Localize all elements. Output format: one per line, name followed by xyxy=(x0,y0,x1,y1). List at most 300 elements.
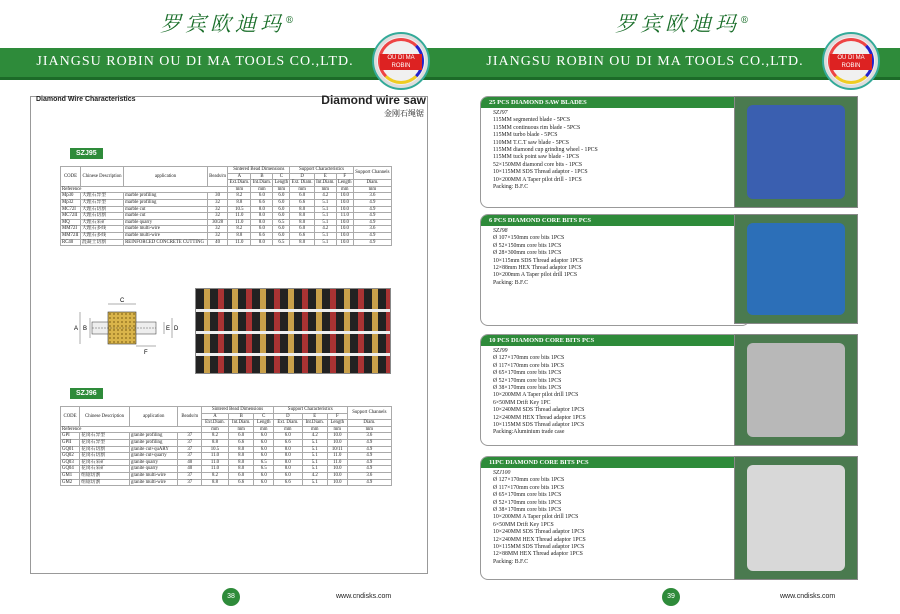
th-chinese: Chinese Description xyxy=(81,167,124,187)
table-cell: 32 xyxy=(207,226,227,233)
box-line: Ø 52×170mm core bits 1PCS xyxy=(493,377,562,384)
table-cell: 大理石采矿 xyxy=(81,219,124,226)
table-cell: 8.0 xyxy=(228,446,253,453)
box-line: Ø 117×170mm core bits 1PCS xyxy=(493,362,565,369)
th-int: Int.Diam. xyxy=(228,420,253,427)
table-cell: 8.0 xyxy=(274,446,302,453)
table-cell: 6.0 xyxy=(228,433,253,440)
table-cell: 8.0 xyxy=(251,206,273,213)
box-line: 10×115MM SDS Thread adaptor 1PCS xyxy=(493,544,585,551)
table-cell: 4.2 xyxy=(314,193,336,200)
table-cell: marble multi-wire xyxy=(124,226,208,233)
table-cell: 40 xyxy=(178,459,202,466)
box-line: 10×200MM A Taper pilot drill 1PCS xyxy=(493,514,579,521)
table-cell: 3.6 xyxy=(353,193,391,200)
logo-text: OU DI MA ROBIN xyxy=(380,54,422,70)
th-length: Length xyxy=(274,180,289,186)
table-row xyxy=(61,446,392,453)
table-cell: 32 xyxy=(207,199,227,206)
table-cell: 花岗石异型 xyxy=(80,433,130,440)
ref-badge-szj96: SZJ96 xyxy=(70,388,103,399)
th-length2: Length xyxy=(337,180,352,186)
table-row xyxy=(61,453,392,460)
table-cell: marble multi-wire xyxy=(124,232,208,239)
table-cell: 3.6 xyxy=(347,433,391,440)
th-code: CODE xyxy=(61,407,80,427)
box-line: 52×150MM diamond core bits - 1PCS xyxy=(493,161,583,168)
th-support: Support Characteristics xyxy=(290,167,353,174)
table-cell: 6.6 xyxy=(228,439,253,446)
product-box-szj100 xyxy=(480,456,750,580)
th-a: A xyxy=(201,413,228,420)
th-ext2: Ext. Diam. xyxy=(291,180,313,186)
table-cell: 40 xyxy=(178,466,202,473)
spec-table-szj95 xyxy=(60,166,392,246)
table-cell: 11.0 xyxy=(327,453,347,460)
box-line: 10×115MM SDS Thread adaptor - 1PCS xyxy=(493,169,588,176)
table-cell: 花岗石采矿 xyxy=(80,459,130,466)
th-b: B xyxy=(228,413,253,420)
table-row xyxy=(61,219,392,226)
table-cell: 11.0 xyxy=(336,213,353,220)
table-row xyxy=(61,239,392,246)
table-cell: 5.1 xyxy=(302,479,327,486)
table-cell: 8.0 xyxy=(274,459,302,466)
table-cell: 37 xyxy=(178,479,202,486)
box-line: Packing: B.F.C xyxy=(493,558,529,565)
table-cell: 11.0 xyxy=(201,459,228,466)
table-cell: 4.9 xyxy=(347,453,391,460)
table-cell: 大理石切割 xyxy=(81,206,124,213)
table-cell: 10.0 xyxy=(336,219,353,226)
th-mm: mm xyxy=(228,186,251,193)
box-line: Ø 52×170mm core bits 1PCS xyxy=(493,499,562,506)
table-cell: MC72I xyxy=(61,206,81,213)
page-number: 39 xyxy=(662,588,680,606)
table-cell: 花岗石切割 xyxy=(80,453,130,460)
box-line: 6×50MM Drift Key 1PCS xyxy=(493,521,554,528)
th-reference: Reference xyxy=(61,186,228,193)
table-cell: Mp30 xyxy=(61,193,81,200)
table-row xyxy=(61,232,392,239)
table-row xyxy=(61,226,392,233)
table-cell: 4.9 xyxy=(347,459,391,466)
table-cell: 4.9 xyxy=(353,213,391,220)
table-cell: 4.9 xyxy=(347,466,391,473)
th-support: Support Characteristics xyxy=(274,407,348,414)
page-subtitle-cn: 金刚石绳锯 xyxy=(384,109,424,118)
table-cell: 8.2 xyxy=(201,433,228,440)
th-diam: Diam. xyxy=(347,420,391,427)
product-box-szj98 xyxy=(480,214,750,326)
box-line: 10×200MM A Taper pilot drill - 1PCS xyxy=(493,176,582,183)
th-mm: mm xyxy=(314,186,336,193)
table-cell: 4.2 xyxy=(302,472,327,479)
table-cell: 6.0 xyxy=(290,193,315,200)
table-row xyxy=(61,472,392,479)
table-cell: 6.0 xyxy=(273,232,290,239)
table-cell: marble profiling xyxy=(124,193,208,200)
table-row xyxy=(61,193,392,200)
table-cell: 3.6 xyxy=(347,472,391,479)
table-cell: 32 xyxy=(207,213,227,220)
table-cell: 6.6 xyxy=(290,232,315,239)
table-cell: granite quarry xyxy=(130,466,178,473)
box-code: SZJ97 xyxy=(493,110,508,116)
box-line: Packing: B.F.C xyxy=(493,279,529,286)
box-line: Ø 28×300mm core bits 1PCS xyxy=(493,250,562,257)
page-title: Diamond wire saw xyxy=(321,93,426,107)
th-mm: mm xyxy=(273,186,290,193)
table-row xyxy=(61,459,392,466)
table-cell: 6.0 xyxy=(254,472,274,479)
th-int2: Int.Diam. xyxy=(316,180,335,186)
table-cell: granite quarry xyxy=(130,459,178,466)
table-cell: 大理石多线 xyxy=(81,232,124,239)
table-cell: 大理石多线 xyxy=(81,226,124,233)
th-mm: mm xyxy=(302,426,327,433)
table-cell: 花岗石异型 xyxy=(80,439,130,446)
th-mm: mm xyxy=(290,186,315,193)
table-row xyxy=(61,433,392,440)
table-cell: 10/11 xyxy=(327,446,347,453)
table-cell: 40 xyxy=(207,239,227,246)
table-cell: 10.5 xyxy=(228,206,251,213)
table-cell: GQ02 xyxy=(61,453,80,460)
table-cell: 5.1 xyxy=(302,466,327,473)
table-cell: 4.2 xyxy=(302,433,327,440)
box-line: 115MM segmented blade - 5PCS xyxy=(493,117,571,124)
table-cell: granite multi-wire xyxy=(130,479,178,486)
table-cell: 4.9 xyxy=(347,479,391,486)
product-photo-szj97 xyxy=(734,96,858,208)
company-logo xyxy=(372,32,430,90)
th-support_channels: Support Channels xyxy=(353,167,391,180)
box-line: 10×240MM SDS Thread adaptor 1PCS xyxy=(493,529,585,536)
table-cell: 6.0 xyxy=(274,433,302,440)
th-mm: mm xyxy=(274,426,302,433)
table-cell: 11.0 xyxy=(228,239,251,246)
product-box-szj97 xyxy=(480,96,750,208)
table-cell: Mp32 xyxy=(61,199,81,206)
table-cell: 10.0 xyxy=(327,433,347,440)
product-photo-szj100 xyxy=(734,456,858,580)
th-f: F xyxy=(327,413,347,420)
table-cell: MC72II xyxy=(61,213,81,220)
table-cell: 组锯切割 xyxy=(80,479,130,486)
footer-url[interactable]: www.cndisks.com xyxy=(780,593,836,600)
table-cell: 6.0 xyxy=(254,433,274,440)
table-cell: 6.0 xyxy=(273,226,290,233)
table-cell: 11.0 xyxy=(201,466,228,473)
table-cell: 6.0 xyxy=(228,472,253,479)
table-cell: 8.2 xyxy=(228,193,251,200)
label-a: A xyxy=(74,326,79,332)
table-cell: RC40 xyxy=(61,239,81,246)
section-title: Diamond Wire Characteristics xyxy=(36,96,136,103)
th-ext: Ext.Diam. xyxy=(229,180,250,186)
table-cell: 8.2 xyxy=(201,472,228,479)
table-cell: 6.6 xyxy=(274,479,302,486)
box-title: 10 PCS DIAMOND CORE BITS PCS xyxy=(481,335,749,346)
table-cell: 6.0 xyxy=(273,213,290,220)
table-cell: 8.0 xyxy=(228,459,253,466)
box-line: Ø 65×170mm core bits 1PCS xyxy=(493,492,562,499)
table-cell: 10.0 xyxy=(327,472,347,479)
table-cell: 6.5 xyxy=(273,219,290,226)
table-cell: 30/28 xyxy=(207,219,227,226)
table-cell: 6.6 xyxy=(251,232,273,239)
table-cell: 4.9 xyxy=(347,446,391,453)
table-cell: 8.0 xyxy=(228,453,253,460)
table-cell: 8.0 xyxy=(290,239,315,246)
table-cell: 5.1 xyxy=(314,206,336,213)
box-code: SZJ100 xyxy=(493,470,511,476)
box-line: 12×240MM HEX Thread adaptor 1PCS xyxy=(493,536,586,543)
box-title: 25 PCS DIAMOND SAW BLADES xyxy=(481,97,749,108)
box-line: 10×240MM SDS Thread adaptor 1PCS xyxy=(493,407,585,414)
table-cell: 6.6 xyxy=(290,199,315,206)
table-cell: 10.0 xyxy=(336,199,353,206)
box-line: 12×88mm HEX Thread adaptor 1PCS xyxy=(493,265,582,272)
logo-text: OU DI MA ROBIN xyxy=(830,54,872,70)
th-e: E xyxy=(314,173,336,180)
box-line: 110MM T.C.T saw blade - 5PCS xyxy=(493,139,569,146)
box-line: 115MM turbo blade - 5PCS xyxy=(493,132,558,139)
table-cell: 大理石异型 xyxy=(81,193,124,200)
table-cell: 37 xyxy=(178,433,202,440)
box-line: 115MM continuous rim blade - 5PCS xyxy=(493,124,581,131)
th-mm: mm xyxy=(201,426,228,433)
spec-table-szj96 xyxy=(60,406,392,486)
th-support_channels: Support Channels xyxy=(347,407,391,420)
th-application: application xyxy=(130,407,178,427)
table-cell: 8.0 xyxy=(251,219,273,226)
table-cell: GQ01 xyxy=(61,446,80,453)
table-cell: 组锯切割 xyxy=(80,472,130,479)
brand-chinese: 罗宾欧迪玛® xyxy=(615,12,753,36)
box-line: Ø 38×170mm core bits 1PCS xyxy=(493,385,562,392)
table-cell: granite multi-wire xyxy=(130,472,178,479)
table-cell: 5.1 xyxy=(302,453,327,460)
table-cell: 5.1 xyxy=(314,239,336,246)
table-cell: granite profiling xyxy=(130,433,178,440)
table-cell: 6.6 xyxy=(251,199,273,206)
table-cell: granite cut+quARY xyxy=(130,446,178,453)
product-box-szj99 xyxy=(480,334,750,446)
th-ext: Ext.Diam. xyxy=(201,420,228,427)
table-cell: GPI xyxy=(61,433,80,440)
table-cell: 10.0 xyxy=(336,232,353,239)
company-name: JIANGSU ROBIN OU DI MA TOOLS CO.,LTD. xyxy=(36,54,354,69)
table-cell: MM72II xyxy=(62,232,79,238)
table-cell: 8.0 xyxy=(290,213,315,220)
table-cell: 花岗石切割 xyxy=(80,446,130,453)
table-cell: 8.8 xyxy=(228,199,251,206)
box-title: 6 PCS DIAMOND CORE BITS PCS xyxy=(481,215,749,226)
box-line: Ø 107×150mm core bits 1PCS xyxy=(493,235,565,242)
table-cell: 30 xyxy=(207,193,227,200)
table-cell: 10.0 xyxy=(336,239,353,246)
diamond-wire-photo xyxy=(195,288,391,374)
table-cell: 6.5 xyxy=(254,466,274,473)
table-cell: 5.1 xyxy=(302,459,327,466)
company-logo xyxy=(822,32,880,90)
table-row xyxy=(61,439,392,446)
table-cell: REINFORCED CONCRETE CUTTING xyxy=(124,239,208,246)
table-cell: 6.0 xyxy=(290,226,315,233)
th-c: C xyxy=(273,173,290,180)
table-cell: 6.6 xyxy=(228,479,253,486)
table-cell: 4.9 xyxy=(353,206,391,213)
table-cell: MM72I xyxy=(61,226,81,233)
table-cell: 11.0 xyxy=(201,453,228,460)
product-photo-szj98 xyxy=(734,214,858,324)
table-cell: 8.2 xyxy=(228,226,251,233)
ref-badge-szj95: SZJ95 xyxy=(70,148,103,159)
table-cell: 10.0 xyxy=(327,439,347,446)
box-line: 10×200mm A Taper pilot drill 1PCS xyxy=(493,272,578,279)
table-cell: 10.0 xyxy=(336,193,353,200)
th-ext2: Ext. Diam. xyxy=(274,420,302,427)
page-number: 38 xyxy=(222,588,240,606)
brand-chinese: 罗宾欧迪玛® xyxy=(160,12,298,36)
th-beads: Beads/m xyxy=(178,407,202,427)
table-cell: 5.1 xyxy=(314,199,336,206)
table-cell: 8.8 xyxy=(201,439,228,446)
table-cell: marble profiling xyxy=(124,199,208,206)
table-cell: 8.0 xyxy=(274,453,302,460)
table-cell: 5.1 xyxy=(314,213,336,220)
label-e: E xyxy=(166,326,171,332)
table-cell: 4.9 xyxy=(353,239,391,246)
box-line: Ø 52×150mm core bits 1PCS xyxy=(493,242,562,249)
table-cell: 4.9 xyxy=(347,439,391,446)
table-cell: 6.0 xyxy=(273,199,290,206)
box-code: SZJ99 xyxy=(493,348,508,354)
th-e: E xyxy=(302,413,327,420)
table-cell: 5.1 xyxy=(314,232,336,239)
table-cell: MQ xyxy=(61,219,81,226)
th-length: Length xyxy=(254,420,274,427)
th-f: F xyxy=(336,173,353,180)
table-cell: GPII xyxy=(61,439,80,446)
table-cell: 37 xyxy=(178,439,202,446)
th-mm: mm xyxy=(347,426,391,433)
box-line: Ø 127×170mm core bits 1PCS xyxy=(493,477,565,484)
box-line: Ø 127×170mm core bits 1PCS xyxy=(493,355,565,362)
table-cell: 10.0 xyxy=(327,479,347,486)
table-cell: 6.0 xyxy=(251,193,273,200)
th-diam: Diam. xyxy=(353,180,391,187)
box-line: 12×240MM HEX Thread adaptor 1PCS xyxy=(493,414,586,421)
th-a: A xyxy=(228,173,251,180)
table-cell: 4.2 xyxy=(314,226,336,233)
box-line: 10×115mm SDS Thread adaptor 1PCS xyxy=(493,257,583,264)
footer-url[interactable]: www.cndisks.com xyxy=(336,593,392,600)
th-beads: Beads/m xyxy=(207,167,227,187)
box-line: 10×115MM SDS Thread adaptor 1PCS xyxy=(493,422,585,429)
th-sintered: Sintered Bead Dimensions xyxy=(201,407,273,414)
table-cell: 11.0 xyxy=(228,219,251,226)
th-int: Int.Diam. xyxy=(252,180,272,186)
table-cell: 大理石异型 xyxy=(81,199,124,206)
table-cell: 37 xyxy=(178,453,202,460)
table-cell: GM2 xyxy=(61,479,80,486)
box-line: 115MM diamond cup grinding wheel - 1PCS xyxy=(493,147,598,154)
th-mm: mm xyxy=(254,426,274,433)
table-cell: 6.0 xyxy=(254,439,274,446)
box-line: 12×88MM HEX Thread adaptor 1PCS xyxy=(493,551,583,558)
table-cell: 10.5 xyxy=(201,446,228,453)
table-cell: 6.5 xyxy=(254,459,274,466)
table-cell: 6.0 xyxy=(273,206,290,213)
th-chinese: Chinese Description xyxy=(80,407,130,427)
table-cell: 32 xyxy=(207,206,227,213)
label-c: C xyxy=(120,298,125,304)
company-name: JIANGSU ROBIN OU DI MA TOOLS CO.,LTD. xyxy=(486,54,804,69)
right-page xyxy=(450,0,900,614)
table-cell: 6.6 xyxy=(274,439,302,446)
table-row xyxy=(61,466,392,473)
table-cell: 11.0 xyxy=(327,459,347,466)
th-application: application xyxy=(124,167,208,187)
th-d: D xyxy=(274,413,302,420)
table-cell: marble cut xyxy=(124,213,208,220)
box-code: SZJ98 xyxy=(493,228,508,234)
box-line: 6×50MM Drift Key 1PC xyxy=(493,399,551,406)
table-cell: 6.0 xyxy=(254,446,274,453)
th-reference: Reference xyxy=(61,426,202,433)
table-cell: 5.1 xyxy=(302,446,327,453)
table-cell: 8.8 xyxy=(228,232,251,239)
table-cell: 10.0 xyxy=(327,466,347,473)
table-cell: 混凝土切割 xyxy=(81,239,124,246)
table-cell: 11.0 xyxy=(228,213,251,220)
table-cell: 6.5 xyxy=(273,239,290,246)
table-cell: 8.8 xyxy=(201,479,228,486)
bead-diagram xyxy=(72,296,182,356)
table-cell: 6.0 xyxy=(273,193,290,200)
table-row xyxy=(61,206,392,213)
table-cell: 3.6 xyxy=(353,226,391,233)
table-cell: 37 xyxy=(178,472,202,479)
th-d: D xyxy=(290,173,315,180)
table-cell: 37 xyxy=(178,446,202,453)
table-cell: 32 xyxy=(207,232,227,239)
table-cell: GQ04 xyxy=(61,466,80,473)
table-cell: 6.0 xyxy=(254,453,274,460)
table-cell: 8.0 xyxy=(290,219,315,226)
table-row xyxy=(61,479,392,486)
table-cell: 8.0 xyxy=(274,466,302,473)
table-cell: GQ03 xyxy=(61,459,80,466)
product-photo-szj99 xyxy=(734,334,858,446)
th-length2: Length xyxy=(327,420,347,427)
table-cell: 6.0 xyxy=(251,226,273,233)
table-row xyxy=(61,199,392,206)
th-b: B xyxy=(251,173,273,180)
box-line: Packing: B.F.C xyxy=(493,184,529,191)
label-f: F xyxy=(144,350,148,356)
table-cell: 5.1 xyxy=(302,439,327,446)
box-line: Packing:Aluminium trade case xyxy=(493,429,565,436)
table-cell: granite cut+quarry xyxy=(130,453,178,460)
th-mm: mm xyxy=(228,426,253,433)
th-mm: mm xyxy=(251,186,273,193)
table-cell: marble cut xyxy=(124,206,208,213)
table-cell: 8.0 xyxy=(251,213,273,220)
